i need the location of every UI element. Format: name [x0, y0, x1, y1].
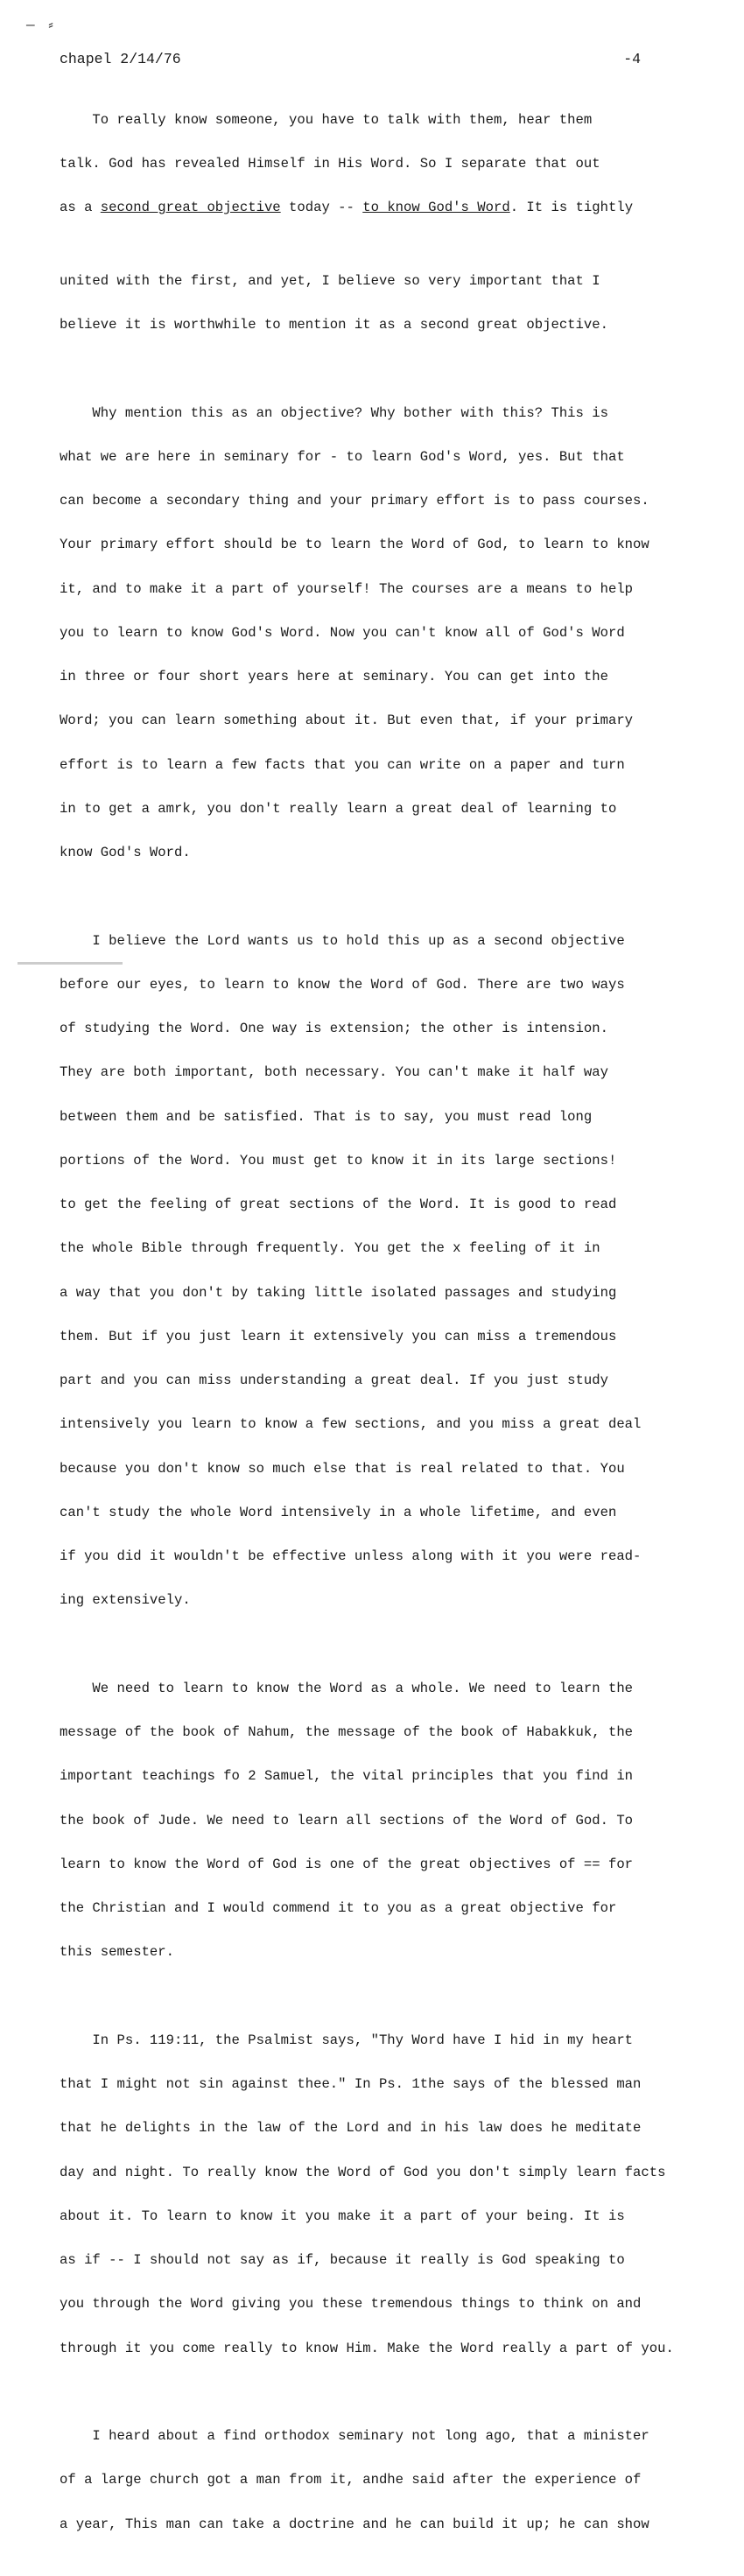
text-line: Why mention this as an objective? Why bother with this? This is — [60, 404, 608, 421]
paragraph-6 — [60, 2400, 733, 2561]
text-line: what we are here in seminary for - to learn God's Word, yes. But that — [60, 448, 625, 465]
text-line: before our eyes, to learn to know the Word of God. There are two ways — [60, 976, 625, 993]
text-line: if you did it wouldn't be effective unless along with it you were read- — [60, 1548, 642, 1564]
text-line: because you don't know so much else that is real related to that. You — [60, 1460, 625, 1477]
text-line: talk. God has revealed Himself in His Word. So I separate that out — [60, 155, 600, 172]
text-line: believe it is worthwhile to mention it as a second great objective. — [60, 317, 608, 333]
text-line-objective — [60, 200, 733, 215]
text-line: We need to learn to know the Word as a whole. We need to learn the — [60, 1680, 634, 1696]
text-span: . It is tightly — [509, 200, 634, 215]
text-line: united with the first, and yet, I believe so very important that I — [60, 272, 600, 289]
text-line: as if -- I should not say as if, because it really is God speaking to — [60, 2252, 625, 2268]
text-line: portions of the Word. You must get to know it in its large sections! — [60, 1152, 617, 1169]
text-line: in to get a amrk, you don't really learn a great deal of learning to — [60, 800, 617, 817]
text-line: the whole Bible through frequently. You get the x feeling of it in — [60, 1240, 600, 1257]
text-line: ing extensively. — [60, 1592, 191, 1609]
text-line: in three or four short years here at seminary. You can get into the — [60, 669, 608, 684]
paragraph-3 — [60, 904, 733, 1638]
text-line: Word; you can learn something about it. But even that, if your primary — [60, 712, 634, 729]
text-line: that he delights in the law of the Lord and in his law does he meditate — [60, 2120, 642, 2137]
text-line: important teachings fo 2 Samuel, the vital principles that you find in — [60, 1768, 634, 1785]
paragraph-2 — [60, 376, 733, 889]
text-line: them. But if you just learn it extensively you can miss a tremendous — [60, 1328, 617, 1344]
text-span: as a — [60, 200, 101, 215]
text-line: message of the book of Nahum, the message of the book of Habakkuk, the — [60, 1724, 634, 1740]
text-span: today -- — [280, 200, 363, 215]
text-line: the Christian and I would commend it to you as a great objective for — [60, 1900, 617, 1916]
text-line: know God's Word. — [60, 845, 191, 860]
underlined-phrase: second great objective — [100, 200, 281, 215]
text-line: this semester. — [60, 1944, 175, 1961]
text-line: can become a secondary thing and your primary effort is to pass courses. — [60, 493, 649, 509]
underlined-phrase: to know God's Word — [362, 200, 510, 215]
text-line: day and night. To really know the Word of God you don't simply learn facts — [60, 2164, 666, 2180]
page-edge-smudge — [18, 962, 123, 965]
text-line: of studying the Word. One way is extension; the other is intension. — [60, 1021, 608, 1036]
text-line: you to learn to know God's Word. Now you can't know all of God's Word — [60, 624, 625, 641]
text-line: through it you come really to know Him. Make the Word really a part of you. — [60, 2340, 674, 2356]
document-body — [60, 83, 733, 2576]
text-line: of a large church got a man from it, andhe said after the experience of — [60, 2472, 642, 2488]
text-line: that I might not sin against thee." In Ps. 1the says of the blessed man — [60, 2076, 642, 2092]
text-line: a way that you don't by taking little isolated passages and studying — [60, 1284, 617, 1301]
text-line: In Ps. 119:11, the Psalmist says, "Thy Word have I hid in my heart — [60, 2032, 634, 2048]
corner-mark: — ⸗ — [26, 18, 57, 33]
text-line: effort is to learn a few facts that you can write on a paper and turn — [60, 756, 625, 773]
text-line: can't study the whole Word intensively in a whole lifetime, and even — [60, 1504, 617, 1520]
text-line: I believe the Lord wants us to hold this up as a second objective — [60, 932, 625, 949]
text-line: you through the Word giving you these tremendous things to think on and — [60, 2296, 642, 2313]
text-line: to get the feeling of great sections of the Word. It is good to read — [60, 1197, 617, 1212]
text-line: They are both important, both necessary. You can't make it half way — [60, 1064, 608, 1081]
paragraph-4 — [60, 1652, 733, 1989]
text-line: To really know someone, you have to talk with them, hear them — [60, 111, 593, 128]
paragraph-1 — [60, 83, 733, 244]
paragraph-5 — [60, 2004, 733, 2385]
header-chapel-date: chapel 2/14/76 — [60, 51, 181, 67]
page-number: -4 — [623, 51, 641, 67]
text-line: a year, This man can take a doctrine and he can build it up; he can show — [60, 2516, 649, 2532]
text-line: between them and be satisfied. That is to say, you must read long — [60, 1108, 593, 1125]
text-line: intensively you learn to know a few sections, and you miss a great deal — [60, 1416, 642, 1433]
text-line: learn to know the Word of God is one of the great objectives of == for — [60, 1856, 634, 1872]
text-line: it, and to make it a part of yourself! The courses are a means to help — [60, 580, 634, 597]
text-line: Your primary effort should be to learn the Word of God, to learn to know — [60, 537, 649, 553]
paragraph-1-cont — [60, 244, 733, 361]
text-line: the book of Jude. We need to learn all sections of the Word of God. To — [60, 1812, 634, 1828]
text-line: part and you can miss understanding a great deal. If you just study — [60, 1372, 608, 1388]
text-line: about it. To learn to know it you make it a part of your being. It is — [60, 2207, 625, 2224]
text-line: I heard about a find orthodox seminary not long ago, that a minister — [60, 2428, 649, 2444]
